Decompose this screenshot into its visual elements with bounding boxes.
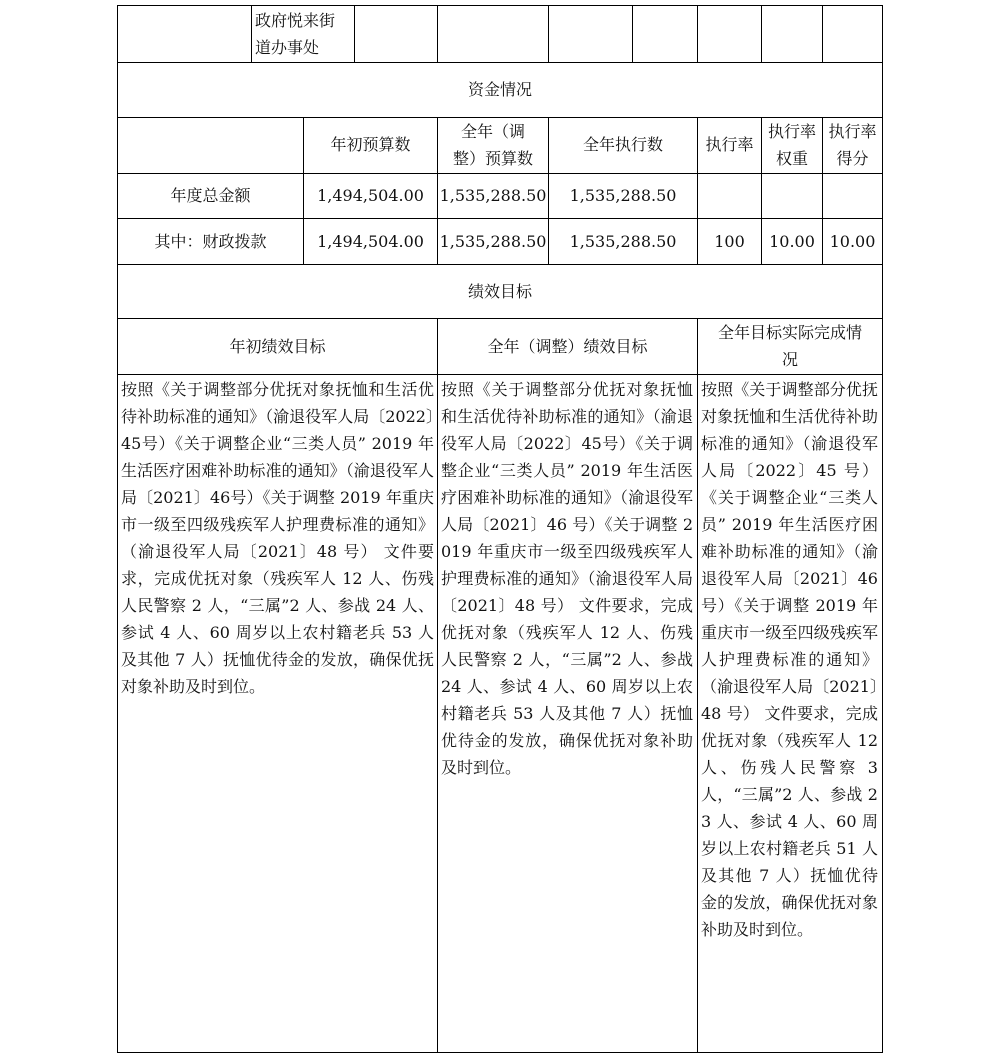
table-border-left <box>117 5 118 1053</box>
row-divider <box>117 374 883 375</box>
funding-section-title: 资金情况 <box>467 80 532 99</box>
col-divider <box>822 5 823 62</box>
col-divider <box>548 5 549 62</box>
dept-name-line1: 政府悦来街 <box>255 11 336 30</box>
header-weight-line1: 执行率 <box>767 122 816 141</box>
goals-col3-header-line1: 全年目标实际完成情 <box>717 323 862 342</box>
col-divider <box>437 318 438 1052</box>
goals-col1-text: 按照《关于调整部分优抚对象抚恤和生活优待补助标准的通知》（渝退役军人局〔2022〕45号）《关于调整企业“三类人员” 2019 年生活医疗困难补助标准的通知》（渝退役军人局〔2021〕46号）《关于调整 2019 年重庆市一级至四级残疾军人护理费标准的通知》（渝退役军人局〔2021〕48 号） 文件要求，完成优抚对象（残疾军人 12 人、伤残人民警察 2 人，“三属”2 人、参战 24 人、参试 4 人、60 周岁以上农村籍老兵 53 人及其他 7 人）抚恤优待金的发放，确保优抚对象补助及时到位。 <box>121 380 434 696</box>
row-label: 年度总金额 <box>170 186 251 205</box>
header-adjusted-budget-line1: 全年（调 <box>460 122 525 141</box>
row-divider <box>117 62 883 63</box>
goals-col3-text: 按照《关于调整部分优抚对象抚恤和生活优待补助标准的通知》（渝退役军人局〔2022〕45 号）《关于调整企业“三类人员” 2019 年生活医疗困难补助标准的通知》（渝退役军人局〔2021〕46 号）《关于调整 2019 年重庆市一级至四级残疾军人护理费标准的通知》（渝退役军人局〔2021〕48 号） 文件要求，完成优抚对象（残疾军人 12 人、伤残人民警察 3 人，“三属”2 人、参战 23 人、参试 4 人、60 周岁以上农村籍老兵 51 人及其他 7 人）抚恤优待金的发放，确保优抚对象补助及时到位。 <box>701 380 878 939</box>
header-rate: 执行率 <box>705 135 754 154</box>
cell-weight: 10.00 <box>769 232 815 251</box>
row-divider <box>117 264 883 265</box>
cell-initial: 1,494,504.00 <box>317 186 424 205</box>
goals-section-title: 绩效目标 <box>467 282 532 301</box>
goals-col2-text: 按照《关于调整部分优抚对象抚恤和生活优待补助标准的通知》（渝退役军人局〔2022〕45号）《关于调整企业“三类人员” 2019 年生活医疗困难补助标准的通知》（渝退役军人局〔2021〕46 号）《关于调整 2019 年重庆市一级至四级残疾军人护理费标准的通知》（渝退役军人局〔2021〕48 号） 文件要求，完成优抚对象（残疾军人 12 人、伤残人民警察 2 人，“三属”2 人、参战 24 人、参试 4 人、60 周岁以上农村籍老兵 53 人及其他 7 人）抚恤优待金的发放，确保优抚对象补助及时到位。 <box>441 380 693 777</box>
goals-col2-header: 全年（调整）绩效目标 <box>487 337 648 356</box>
header-score-line1: 执行率 <box>828 122 877 141</box>
col-divider <box>632 5 633 62</box>
cell-adjusted: 1,535,288.50 <box>439 186 547 205</box>
col-divider <box>697 318 698 1052</box>
row-divider <box>117 218 883 219</box>
header-weight-line2: 权重 <box>775 149 808 168</box>
row-divider <box>117 173 883 174</box>
col-divider <box>354 5 355 62</box>
header-score-line2: 得分 <box>836 149 869 168</box>
dept-name-line2: 道办事处 <box>255 38 320 57</box>
row-label: 其中：财政拨款 <box>154 232 267 251</box>
table-border-bottom <box>117 1052 883 1053</box>
table-border-right <box>882 5 883 1053</box>
header-initial-budget: 年初预算数 <box>330 135 411 154</box>
cell-score: 10.00 <box>829 232 876 251</box>
col-divider <box>251 5 252 62</box>
col-divider <box>761 5 762 62</box>
col-divider <box>697 5 698 62</box>
goals-col1-header: 年初绩效目标 <box>229 337 326 356</box>
cell-executed: 1,535,288.50 <box>569 232 677 251</box>
header-executed: 全年执行数 <box>582 135 663 154</box>
cell-rate: 100 <box>714 232 745 251</box>
cell-initial: 1,494,504.00 <box>317 232 424 251</box>
col-divider <box>437 5 438 62</box>
cell-adjusted: 1,535,288.50 <box>439 232 547 251</box>
goals-col3-header-line2: 况 <box>781 350 798 369</box>
cell-executed: 1,535,288.50 <box>569 186 677 205</box>
header-adjusted-budget-line2: 整）预算数 <box>452 149 533 168</box>
table-border-top <box>117 5 883 6</box>
